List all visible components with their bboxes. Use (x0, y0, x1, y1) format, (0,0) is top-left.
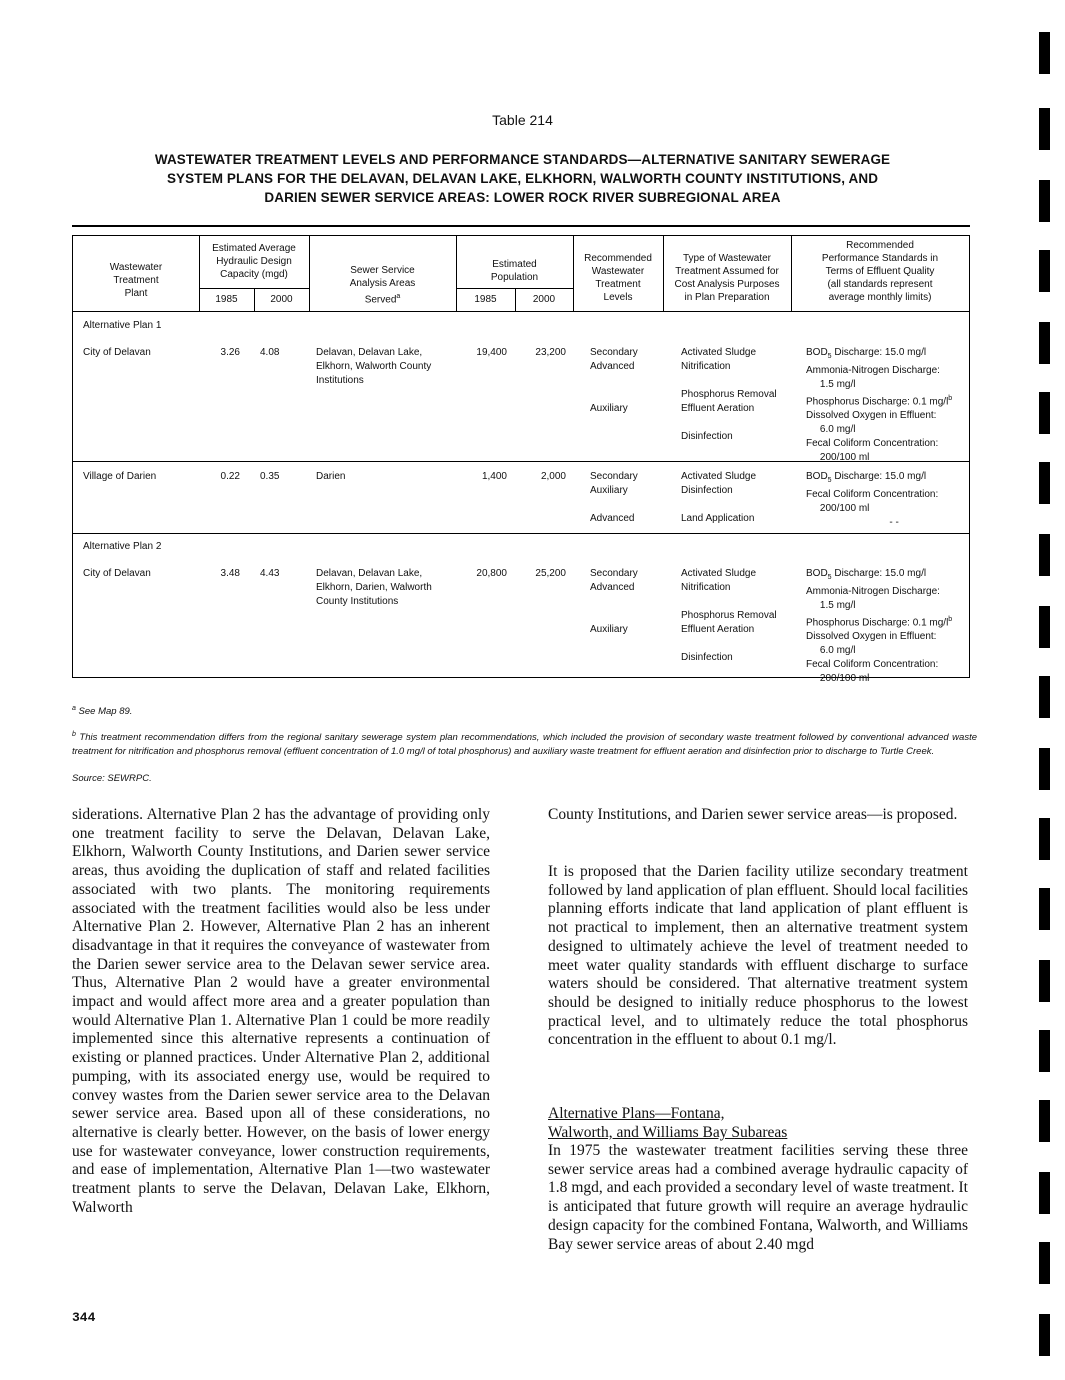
margin-mark (1039, 676, 1050, 718)
margin-mark (1039, 534, 1050, 576)
body-right-p1: County Institutions, and Darien sewer service areas—is proposed. (548, 806, 958, 823)
cell-levels: Secondary Advanced Auxiliary (590, 568, 638, 635)
header-subrule (456, 288, 573, 289)
page-number: 344 (72, 1310, 96, 1325)
cell-types: Activated Sludge Disinfection Land Application (681, 471, 757, 524)
section-heading-line: Alternative Plans—Fontana, (548, 1105, 725, 1122)
cell-standards (806, 470, 938, 530)
section-heading (548, 1105, 968, 1142)
section-heading-line: Walworth, and Williams Bay Subareas (548, 1123, 788, 1141)
margin-mark (1039, 818, 1050, 860)
cell-levels: Secondary Advanced Auxiliary (590, 347, 638, 414)
table-number: Table 214 (492, 112, 553, 128)
footnote-b-mark: b (72, 731, 76, 738)
header-capacity: Estimated Average Hydraulic Design Capacity (mgd) (212, 243, 296, 280)
margin-mark (1039, 1242, 1050, 1284)
cell-cap-2000: 4.43 (260, 568, 280, 579)
cell-cap-1985: 0.22 (220, 471, 240, 482)
cell-areas: Delavan, Delavan Lake, Elkhorn, Walworth County Institutions (316, 347, 432, 386)
std-text: Dissolved Oxygen in Effluent: 6.0 mg/l Fecal Coliform Concentration: 200/100 ml (806, 410, 939, 464)
cell-cap-1985: 3.48 (220, 568, 240, 579)
cell-types: Activated Sludge Nitrification Phosphorus Removal Effluent Aeration Disinfection (681, 568, 777, 663)
cell-types: Activated Sludge Nitrification Phosphorus Removal Effluent Aeration Disinfection (681, 347, 777, 442)
data-table (72, 235, 970, 685)
margin-mark (1039, 322, 1050, 364)
margin-mark (1039, 462, 1050, 504)
header-cap-1985: 1985 (215, 294, 238, 305)
source-note: Source: SEWRPC. (72, 773, 152, 784)
margin-mark (1039, 1030, 1050, 1072)
std-text: Discharge: 15.0 mg/l Ammonia-Nitrogen Discharge: 1.5 mg/l Phosphorus Discharge: 0.1 mg/l (806, 347, 949, 408)
section-label: Alternative Plan 2 (83, 541, 162, 552)
cell-standards (806, 567, 952, 686)
header-subrule (199, 288, 309, 289)
cell-areas: Delavan, Delavan Lake, Elkhorn, Darien, Walworth County Institutions (316, 568, 432, 607)
body-right-p3: In 1975 the wastewater treatment facilities serving these three sewer service areas had a combined average hydraulic capacity of 1.8 mgd, and each provided a secondary level of waste treatment. It is anticipated that future growth will require an average hydraulic design capacity for the combined Fontana, Walworth, and Williams Bay sewer service areas of about 2.40 mgd (548, 1142, 968, 1253)
std-text: Dissolved Oxygen in Effluent: 6.0 mg/l Fecal Coliform Concentration: 200/100 ml (806, 631, 939, 685)
margin-mark (1039, 1100, 1050, 1142)
footnote-a (72, 702, 977, 719)
std-sub: 5 (827, 353, 832, 360)
footnote-b-text: This treatment recommendation differs from the regional sanitary sewerage system plan recommendations, which included the provision of secondary waste treatment followed by conventional advanced waste treatment for nitrification and phosphorus removal (effluent concentration of 1.0 mg/l of total phosphorus) and auxiliary waste treatment for effluent aeration and disinfection prior to discharge to Turtle Creek. (72, 732, 977, 758)
margin-mark (1039, 1314, 1050, 1356)
margin-mark (1039, 1172, 1050, 1214)
std-text: Discharge: 15.0 mg/l Ammonia-Nitrogen Discharge: 1.5 mg/l Phosphorus Discharge: 0.1 mg/l (806, 568, 949, 629)
std-text: BOD (806, 347, 828, 358)
header-standards: Recommended Performance Standards in Terms of Effluent Quality (all standards represent average monthly limits) (821, 240, 939, 303)
cell-pop-2000: 23,200 (535, 347, 566, 358)
cell-cap-1985: 3.26 (220, 347, 240, 358)
margin-mark (1039, 748, 1050, 790)
header-pop-1985: 1985 (474, 294, 497, 305)
cell-cap-2000: 4.08 (260, 347, 280, 358)
footnote-ref-b: b (948, 616, 953, 623)
std-sub: 5 (827, 477, 832, 484)
row-rule (73, 533, 969, 534)
cell-plant: Village of Darien (83, 471, 157, 482)
cell-pop-1985: 1,400 (481, 471, 507, 482)
footnote-a-text: See Map 89. (78, 706, 133, 718)
body-right-p2: It is proposed that the Darien facility utilize secondary treatment followed by land application of plan effluent. Should local facilities planning efforts indicate that land application of plant effluent is not practical to implement, then an alternative treatment system designed to ultimately achieve the level of treatment needed to meet water quality standards with effluent discharge to surface waters should be considered. That alternative treatment system should be designed to initially reduce phosphorus to the lowest practical level, and to ultimately reduce the total phosphorus concentration in the effluent to about 0.1 mg/l. (548, 863, 968, 1049)
table-top-rule (72, 225, 970, 227)
cell-standards (806, 346, 952, 465)
section-label: Alternative Plan 1 (83, 320, 162, 331)
header-plant: Wastewater Treatment Plant (109, 262, 163, 299)
cell-pop-1985: 20,800 (476, 568, 507, 579)
cell-pop-1985: 19,400 (476, 347, 507, 358)
footnote-b (72, 728, 977, 759)
margin-mark (1039, 888, 1050, 930)
margin-mark (1039, 32, 1050, 74)
std-text: BOD (806, 568, 828, 579)
std-text: BOD (806, 471, 828, 482)
margin-mark (1039, 606, 1050, 648)
cell-pop-2000: 2,000 (540, 471, 566, 482)
body-left-column: siderations. Alternative Plan 2 has the advantage of providing only one treatment facility to serve the Delavan, Delavan Lake, Elkhorn, Walworth County Institutions, and Darien sewer service areas, thus avoiding the duplication of staff and related facilities associated with two plants. The monitoring requirements associated with the treatment facilities would also be less under Alternative Plan 2. However, Alternative Plan 2 has an inherent disadvantage in that it requires the conveyance of wastewater from the Darien sewer service area to the Delavan sewer service area. Thus, Alternative Plan 2 would have a greater environmental impact and would affect more area and a greater population than would Alternative Plan 1. Alternative Plan 1 could be more readily implemented since this alternative represents a continuation of existing or planned practices. Under Alternative Plan 2, additional pumping, with its associated energy use, would be required to convey wastes from the Darien sewer service area to the Delavan sewer service area. Based upon all of these considerations, no alternative is clearly better. However, on the basis of lower energy use for wastewater conveyance, lower construction requirements, and ease of implementation, Alternative Plan 1—two wastewater treatment plants to serve the Delavan, Delavan Lake, Elkhorn, Walworth (72, 806, 490, 1216)
cell-pop-2000: 25,200 (535, 568, 566, 579)
header-cap-2000: 2000 (270, 294, 293, 305)
header-pop-2000: 2000 (532, 294, 556, 305)
header-type: Type of Wastewater Treatment Assumed for Cost Analysis Purposes in Plan Preparation (674, 253, 780, 303)
cell-levels: Secondary Auxiliary Advanced (590, 471, 638, 524)
header-bottom-rule (73, 311, 969, 312)
margin-mark (1039, 180, 1050, 222)
margin-mark (1039, 960, 1050, 1002)
header-areas-text: Sewer Service Analysis Areas Served (349, 265, 416, 306)
std-text: Discharge: 15.0 mg/l Fecal Coliform Concentration: 200/100 ml - - (806, 471, 939, 528)
footnote-ref-b: b (948, 395, 953, 402)
margin-mark (1039, 250, 1050, 292)
cell-areas: Darien (316, 471, 346, 482)
margin-mark (1039, 392, 1050, 434)
header-levels: Recommended Wastewater Treatment Levels (584, 253, 652, 303)
header-areas (309, 264, 456, 306)
cell-plant: City of Delavan (83, 347, 151, 358)
table-title: WASTEWATER TREATMENT LEVELS AND PERFORMANCE STANDARDS—ALTERNATIVE SANITARY SEWERAGE SYSTEM PLANS FOR THE DELAVAN, DELAVAN LAKE, ELKHORN, WALWORTH COUNTY INSTITUTIONS, AND DARIEN SEWER SERVICE AREAS: LOWER ROCK RIVER SUBREGIONAL AREA (154, 152, 891, 205)
header-population: Estimated Population (490, 259, 539, 283)
cell-plant: City of Delavan (83, 568, 151, 579)
std-sub: 5 (827, 574, 832, 581)
cell-cap-2000: 0.35 (260, 471, 280, 482)
footnote-ref-a: a (396, 293, 401, 300)
footnote-a-mark: a (72, 705, 76, 712)
